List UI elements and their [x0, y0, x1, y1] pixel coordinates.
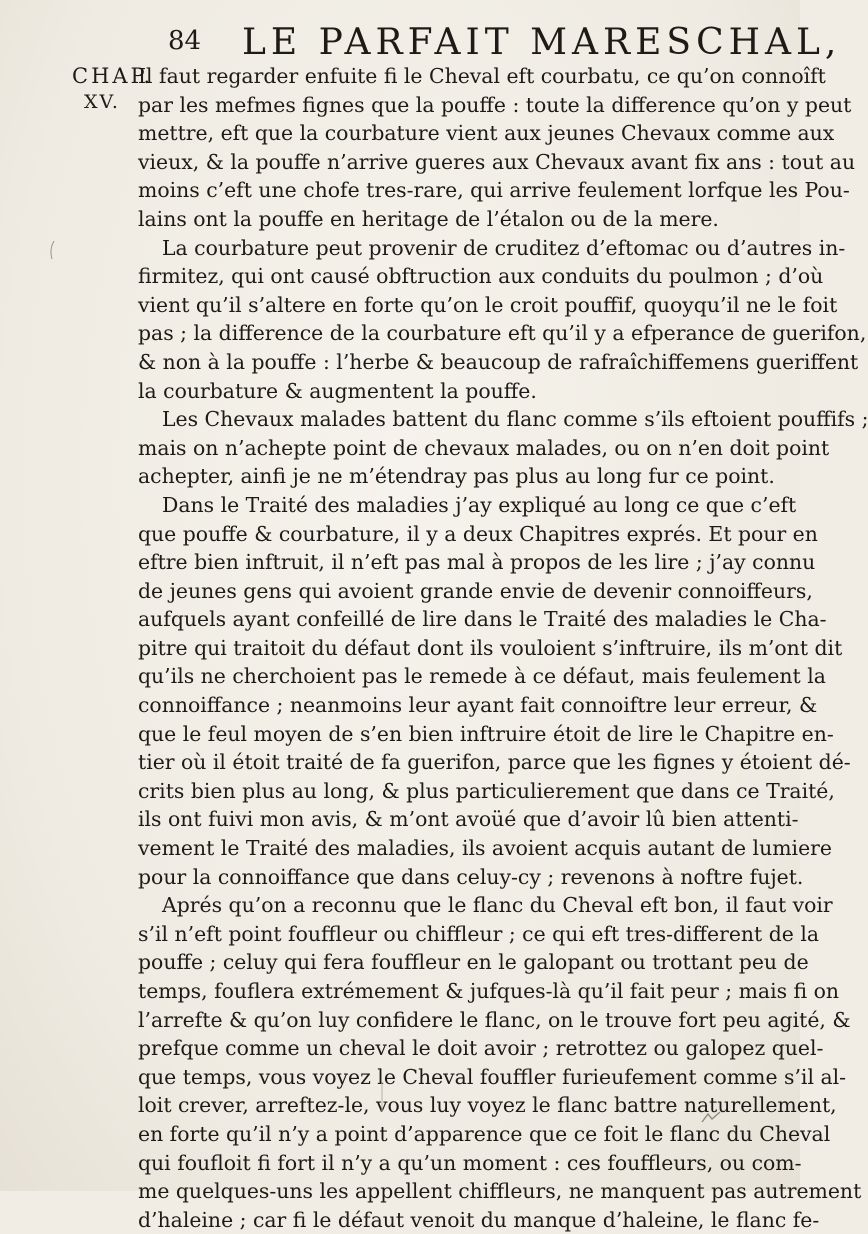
text-line: La courbature peut provenir de cruditez d’eftomac ou d’autres in- — [162, 235, 846, 260]
running-title: LE PARFAIT MARESCHAL, — [242, 22, 842, 63]
text-line: pouffe ; celuy qui fera fouffleur en le galopant ou trottant peu de — [138, 950, 809, 975]
body-text — [138, 62, 868, 1234]
text-line: de jeunes gens qui avoient grande envie de devenir connoiffeurs, — [138, 578, 813, 603]
ink-speck — [48, 240, 58, 260]
text-line: s’il n’eft point fouffleur ou chiffleur ; ce qui eft tres-different de la — [138, 921, 820, 946]
text-line: me quelques-uns les appellent chiffleurs, ne manquent pas autrement — [138, 1179, 862, 1204]
text-line: temps, fouflera extrémement & jufques-là qu’il fait peur ; mais fi on — [138, 979, 840, 1003]
text-line: Aprés qu’on a reconnu que le flanc du Cheval eft bon, il faut voir — [162, 893, 833, 918]
text-line: par les mefmes fignes que la pouffe : toute la difference qu’on y peut — [138, 92, 852, 117]
text-line: que le feul moyen de s’en bien inftruire étoit de lire le Chapitre en- — [138, 721, 834, 746]
text-line: qui foufloit fi fort il n’y a qu’un moment : ces fouffleurs, ou com- — [138, 1150, 802, 1175]
text-line: Les Chevaux malades battent du flanc comme s’ils eftoient pouffifs ; — [162, 407, 868, 432]
text-line: pas ; la difference de la courbature eft qu’il y a efperance de guerifon, — [138, 321, 867, 346]
text-line: achepter, ainfi je ne m’étendray pas plus au long fur ce point. — [138, 464, 775, 489]
text-line: vient qu’il s’altere en forte qu’on le croit pouffif, quoyqu’il ne le foit — [138, 292, 838, 317]
text-line: prefque comme un cheval le doit avoir ; retrottez ou galopez quel- — [138, 1036, 824, 1061]
text-line: l’arrefte & qu’on luy confidere le flanc, on le trouve fort peu agité, & — [138, 1007, 851, 1032]
text-line: vieux, & la pouffe n’arrive gueres aux Chevaux avant fix ans : tout au — [138, 149, 856, 174]
text-line: la courbature & augmentent la pouffe. — [138, 378, 537, 403]
text-line: pitre qui traitoit du défaut dont ils vouloient s’inftruire, ils m’ont dit — [138, 635, 843, 660]
text-line: firmitez, qui ont causé obftruction aux conduits du poulmon ; d’où — [138, 264, 824, 289]
text-line: Dans le Traité des maladies j’ay expliqué au long ce que c’eft — [162, 492, 797, 517]
text-line: pour la connoiffance que dans celuy-cy ; revenons à noftre fujet. — [138, 864, 804, 889]
chapter-label: CHAP. — [72, 64, 154, 88]
text-line: tier où il étoit traité de fa guerifon, parce que les fignes y étoient dé- — [138, 750, 851, 775]
text-line: que pouffe & courbature, il y a deux Chapitres exprés. Et pour en — [138, 521, 818, 546]
page-number: 84 — [168, 26, 202, 56]
text-line: eftre bien inftruit, il n’eft pas mal à propos de les lire ; j’ay connu — [138, 550, 816, 575]
text-line: d’haleine ; car fi le défaut venoit du manque d’haleine, le flanc fe- — [138, 1207, 820, 1232]
text-line: moins c’eft une chofe tres-rare, qui arrive feulement lorfque les Pou- — [138, 178, 850, 203]
text-line: vement le Traité des maladies, ils avoient acquis autant de lumiere — [138, 836, 832, 861]
text-line: connoiffance ; neanmoins leur ayant fait connoiftre leur erreur, & — [138, 693, 818, 718]
ink-speck — [380, 1082, 384, 1112]
text-line: & non à la pouffe : l’herbe & beaucoup de rafraîchiffemens gueriffent — [138, 349, 859, 374]
text-line: crits bien plus au long, & plus particulierement que dans ce Traité, — [138, 778, 835, 803]
text-line: mais on n’achepte point de chevaux malades, ou on n’en doit point — [138, 435, 830, 460]
text-line: en forte qu’il n’y a point d’apparence que ce foit le flanc du Cheval — [138, 1121, 831, 1146]
chapter-number: XV. — [84, 91, 120, 113]
text-line: que temps, vous voyez le Cheval fouffler furieufement comme s’il al- — [138, 1064, 847, 1089]
text-line: ils ont fuivi mon avis, & m’ont avoüé que d’avoir lû bien attenti- — [138, 807, 799, 832]
text-line: lains ont la pouffe en heritage de l’étalon ou de la mere. — [138, 206, 719, 231]
text-line: qu’ils ne cherchoient pas le remede à ce défaut, mais feulement la — [138, 664, 826, 689]
text-line: loit crever, arreftez-le, vous luy voyez le flanc battre naturellement, — [138, 1093, 837, 1118]
text-line: aufquels ayant confeillé de lire dans le Traité des maladies le Cha- — [138, 607, 827, 632]
ink-speck — [700, 1110, 722, 1124]
text-line: Il faut regarder enfuite fi le Cheval eft courbatu, ce qu’on connoîft — [138, 64, 826, 88]
text-line: mettre, eft que la courbature vient aux jeunes Chevaux comme aux — [138, 121, 835, 146]
